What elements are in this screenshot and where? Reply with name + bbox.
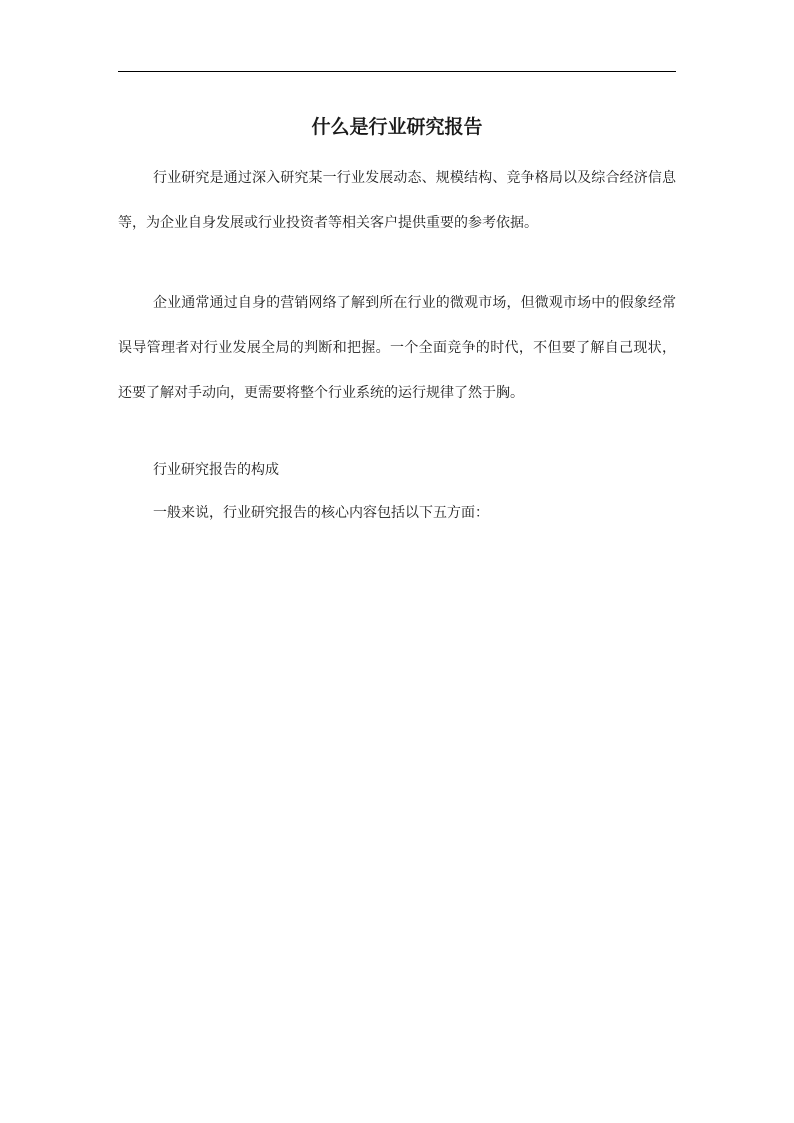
section-heading-composition: 行业研究报告的构成	[153, 462, 279, 478]
header-rule	[118, 71, 676, 72]
document-title: 什么是行业研究报告	[311, 116, 483, 138]
paragraph-core-content: 一般来说，行业研究报告的核心内容包括以下五方面：	[153, 505, 489, 521]
paragraph-market: 企业通常通过自身的营销网络了解到所在行业的微观市场，但微观市场中的假象经常误导管理者对行业发展全局的判断和把握。一个全面竞争的时代，不但要了解自己现状，还要了解对手动向，更需要将整个行业系统的运行规律了然于胸。	[118, 295, 676, 401]
paragraph-intro: 行业研究是通过深入研究某一行业发展动态、规模结构、竞争格局以及综合经济信息等，为企业自身发展或行业投资者等相关客户提供重要的参考依据。	[118, 170, 676, 231]
